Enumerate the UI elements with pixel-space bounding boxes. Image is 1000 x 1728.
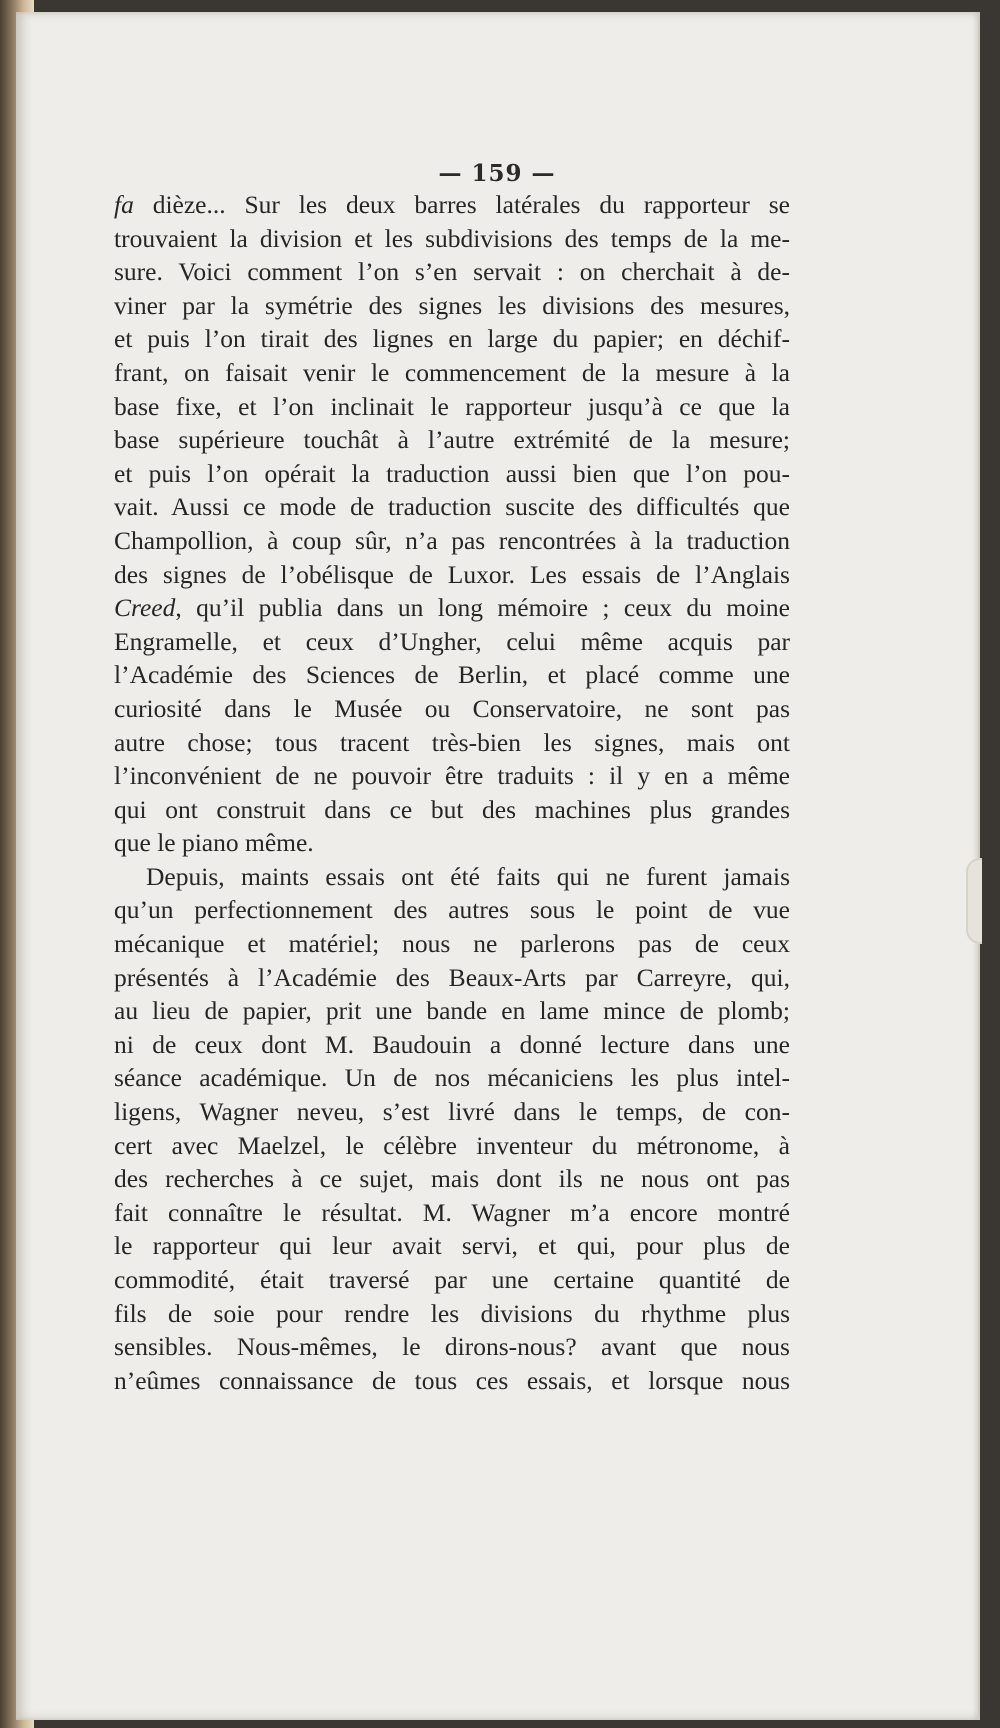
text-line: sure. Voici comment l’on s’en servait : on cherchait à de- [114,257,790,287]
text-line: cert avec Maelzel, le célèbre inventeur du métronome, à [114,1130,790,1160]
text-line: autre chose; tous tracent très-bien les signes, mais ont [114,727,790,757]
text-line: n’eûmes connaissance de tous ces essais, et lorsque nous [114,1365,790,1395]
text-line: ni de ceux dont M. Baudouin a donné lecture dans une [114,1029,790,1059]
text-line: Champollion, à coup sûr, n’a pas rencontrées à la traduction [114,525,790,555]
text-line: base fixe, et l’on inclinait le rapporteur jusqu’à ce que la [114,391,790,421]
page-number: — 159 — [438,160,556,187]
text-line: et puis l’on tirait des lignes en large du papier; en déchif- [114,324,790,354]
text-line: viner par la symétrie des signes les divisions des mesures, [114,290,790,320]
book-page [16,12,980,1720]
text-line: des signes de l’obélisque de Luxor. Les essais de l’Anglais [114,559,790,589]
text-line: que le piano même. [114,828,314,858]
text-line-rest: , qu’il publia dans un long mémoire ; ceux du moine [175,593,790,623]
text-line: vait. Aussi ce mode de traduction suscite des difficultés que [114,492,790,522]
text-line: Engramelle, et ceux d’Ungher, celui même acquis par [114,626,790,656]
text-line: qui ont construit dans ce but des machines plus grandes [114,794,790,824]
text-line: présentés à l’Académie des Beaux-Arts par Carreyre, qui, [114,962,790,992]
text-line: l’inconvénient de ne pouvoir être traduits : il y en a même [114,761,790,791]
text-line: frant, on faisait venir le commencement de la mesure à la [114,357,790,387]
text-line: curiosité dans le Musée ou Conservatoire, ne sont pas [114,693,790,723]
text-line: ligens, Wagner neveu, s’est livré dans le temps, de con- [114,1097,790,1127]
page-tab-mark [966,858,982,944]
text-line: le rapporteur qui leur avait servi, et qui, pour plus de [114,1231,790,1261]
text-line: séance académique. Un de nos mécaniciens les plus intel- [114,1063,790,1093]
text-line: commodité, était traversé par une certaine quantité de [114,1265,790,1294]
text-line [114,188,790,222]
text-line: fils de soie pour rendre les divisions du rhythme plus [114,1298,790,1328]
text-line: au lieu de papier, prit une bande en lame mince de plomb; [114,996,790,1026]
text-line-italic-fa: fa [114,190,134,219]
text-line: et puis l’on opérait la traduction aussi bien que l’on pou- [114,458,790,488]
text-line: l’Académie des Sciences de Berlin, et placé comme une [114,660,790,690]
text-line-italic-creed: Creed [114,593,176,623]
body-text [114,188,790,1397]
text-line: qu’un perfectionnement des autres sous le point de vue [114,895,790,925]
text-line [114,591,790,625]
text-line-rest: dièze... Sur les deux barres latérales du rapporteur se [133,190,790,219]
text-line: fait connaître le résultat. M. Wagner m’a encore montré [114,1197,790,1227]
text-line: trouvaient la division et les subdivisions des temps de la me- [114,223,790,253]
text-line: mécanique et matériel; nous ne parlerons pas de ceux [114,929,790,959]
text-line: des recherches à ce sujet, mais dont ils ne nous ont pas [114,1164,790,1194]
text-line: Depuis, maints essais ont été faits qui ne furent jamais [146,861,790,891]
text-line: sensibles. Nous-mêmes, le dirons-nous? avant que nous [114,1332,790,1362]
text-line: base supérieure touchât à l’autre extrémité de la mesure; [114,425,790,455]
